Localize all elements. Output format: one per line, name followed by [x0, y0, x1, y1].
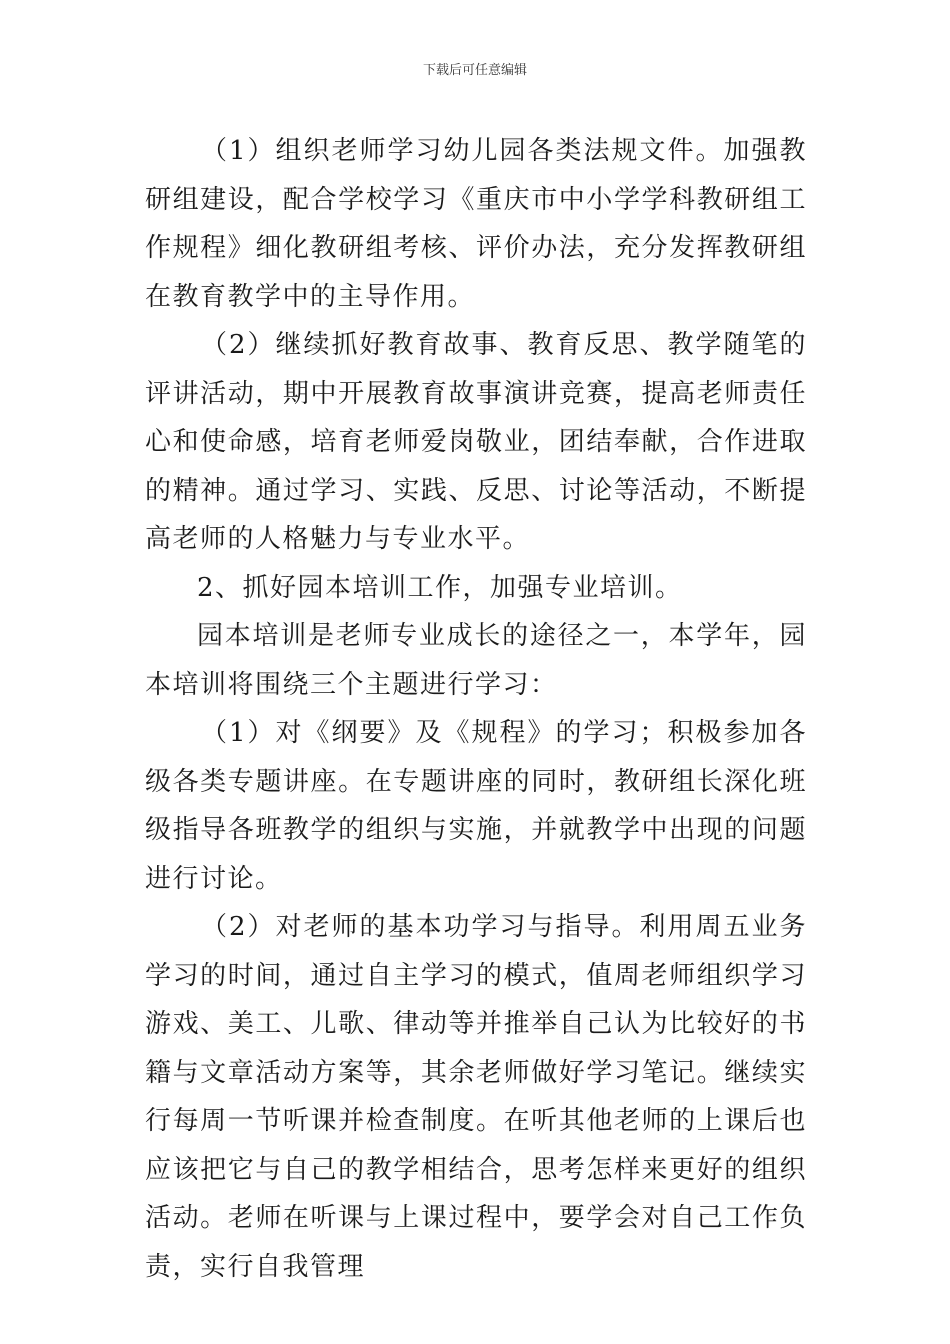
section-heading-2: 2、抓好园本培训工作，加强专业培训。 — [197, 572, 683, 603]
page-header: 下载后可任意编辑 — [422, 63, 527, 78]
paragraph-2: （2）继续抓好教育故事、教育反思、教学随笔的评讲活动，期中开展教育故事演讲竞赛，提高老师责任心和使命感，培育老师爱岗敬业，团结奉献，合作进取的精神。通过学习、实践、反思、讨论等活动，不断提高老师的人格魅力与专业水平。 — [145, 330, 807, 554]
paragraph-3: 园本培训是老师专业成长的途径之一，本学年，园本培训将围绕三个主题进行学习： — [145, 621, 807, 700]
paragraph-5: （2）对老师的基本功学习与指导。利用周五业务学习的时间，通过自主学习的模式，值周老师组织学习游戏、美工、儿歌、律动等并推举自己认为比较好的书籍与文章活动方案等，其余老师做好学习笔记。继续实行每周一节听课并检查制度。在听其他老师的上课后也应该把它与自己的教学相结合，思考怎样来更好的组织活动。老师在听课与上课过程中，要学会对自己工作负责，实行自我管理 — [145, 912, 807, 1282]
document-body — [145, 127, 807, 1291]
paragraph-4: （1）对《纲要》及《规程》的学习；积极参加各级各类专题讲座。在专题讲座的同时，教研组长深化班级指导各班教学的组织与实施，并就教学中出现的问题进行讨论。 — [145, 718, 807, 894]
paragraph-1: （1）组织老师学习幼儿园各类法规文件。加强教研组建设，配合学校学习《重庆市中小学学科教研组工作规程》细化教研组考核、评价办法，充分发挥教研组在教育教学中的主导作用。 — [145, 136, 807, 312]
